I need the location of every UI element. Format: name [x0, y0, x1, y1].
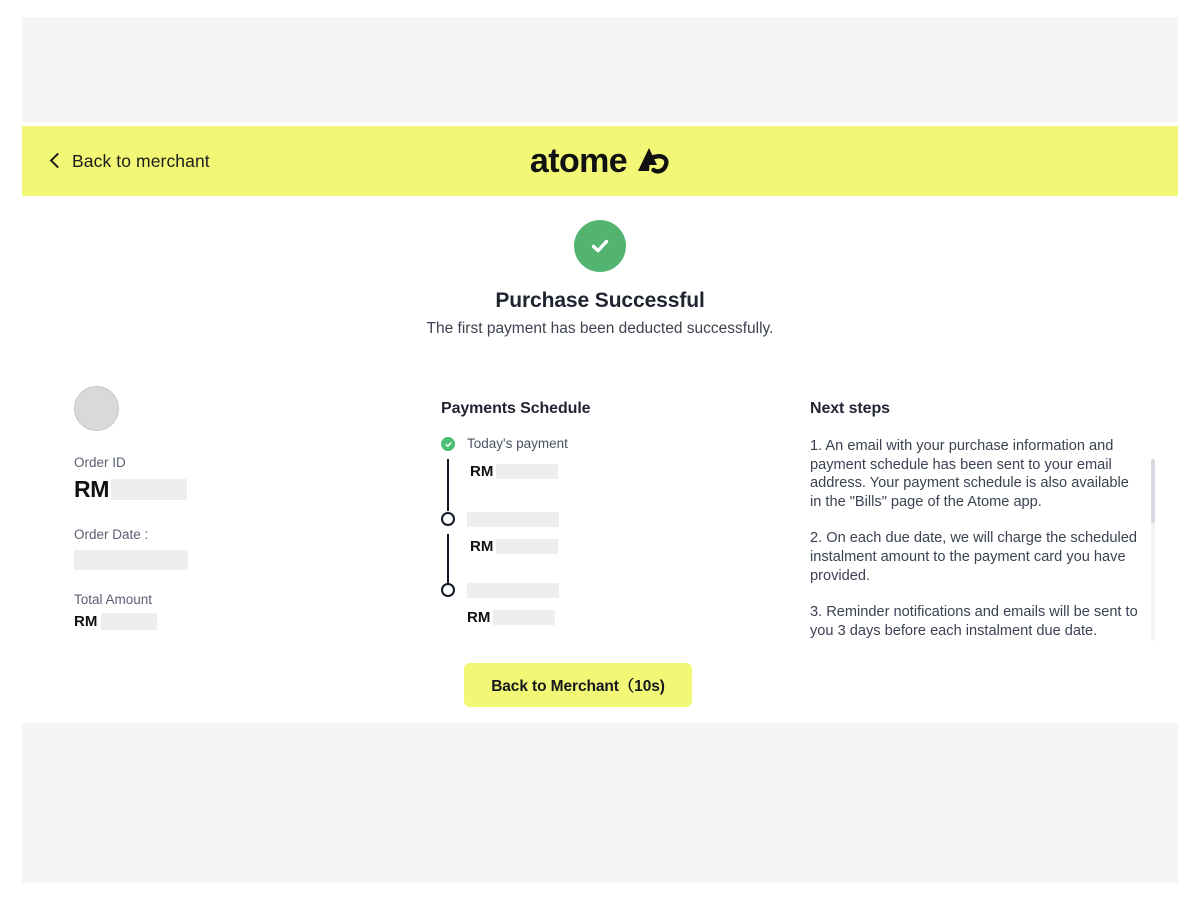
schedule-item — [441, 583, 771, 609]
order-id-currency: RM — [74, 476, 110, 502]
schedule-date-masked-value — [467, 512, 559, 527]
order-id-label: Order ID — [74, 455, 126, 470]
order-date-label: Order Date : — [74, 527, 149, 542]
next-steps-title: Next steps — [810, 400, 890, 417]
total-amount-value-row — [74, 613, 374, 630]
back-to-merchant-link[interactable] — [52, 126, 210, 196]
back-to-merchant-button[interactable]: Back to Merchant（10s) — [464, 663, 692, 707]
schedule-item — [441, 512, 771, 538]
top-spacer-band — [22, 17, 1178, 122]
vertical-scrollbar-thumb[interactable] — [1151, 459, 1155, 523]
schedule-amount-masked-value — [493, 610, 555, 625]
status-icon-wrap — [0, 220, 1200, 272]
chevron-left-icon — [50, 153, 66, 169]
schedule-item — [441, 437, 771, 463]
order-summary-column — [74, 386, 374, 630]
schedule-item-amount-row — [441, 538, 771, 583]
brand-wordmark: atome — [529, 142, 628, 180]
schedule-amount-masked-value — [496, 539, 558, 554]
timeline-connector — [447, 459, 449, 511]
next-steps-scroll-panel[interactable] — [810, 437, 1155, 641]
next-steps-paragraph: 2. On each due date, we will charge the scheduled instalment amount to the payment card you have provided. — [810, 530, 1137, 584]
back-to-merchant-label: Back to merchant — [72, 150, 210, 171]
timeline-connector — [447, 534, 449, 586]
order-date-masked-value — [74, 550, 188, 570]
schedule-amount-1 — [470, 463, 771, 480]
circle-outline-icon — [441, 583, 455, 597]
order-id-masked-value — [111, 479, 187, 500]
schedule-amount-masked-value — [496, 464, 558, 479]
page-title: Purchase Successful — [495, 289, 705, 312]
next-steps-paragraph: 1. An email with your purchase information and payment schedule has been sent to your email address. Your payment schedule is also available in the "Bills" page of the Atome app. — [810, 438, 1129, 510]
order-id-value-row — [74, 476, 374, 503]
schedule-item-amount-row — [441, 463, 771, 512]
payments-schedule-title: Payments Schedule — [441, 400, 591, 417]
schedule-item-amount-row — [441, 609, 771, 633]
next-steps-paragraph: 3. Reminder notifications and emails will be sent to you 3 days before each instalment due date. — [810, 604, 1138, 639]
payments-schedule-column — [441, 400, 771, 633]
next-steps-content — [810, 437, 1142, 640]
schedule-currency: RM — [467, 609, 491, 626]
schedule-currency: RM — [470, 538, 494, 555]
next-steps-column — [810, 400, 1155, 641]
app-header — [22, 126, 1178, 196]
check-circle-icon — [574, 220, 626, 272]
check-circle-small-icon — [441, 437, 455, 451]
schedule-amount-2 — [470, 538, 771, 555]
schedule-amount-3 — [467, 609, 771, 626]
merchant-avatar-placeholder — [74, 386, 119, 431]
bottom-spacer-band — [22, 723, 1178, 883]
schedule-item-label: Today's payment — [467, 436, 568, 451]
payments-timeline — [441, 437, 771, 633]
total-amount-currency: RM — [74, 613, 98, 630]
schedule-currency: RM — [470, 463, 494, 480]
total-amount-label: Total Amount — [74, 592, 153, 607]
schedule-date-masked-value — [467, 583, 559, 598]
atome-a-mark-icon — [636, 144, 670, 179]
total-amount-masked-value — [101, 613, 157, 630]
page-subtitle: The first payment has been deducted successfully. — [426, 320, 774, 337]
circle-outline-icon — [441, 512, 455, 526]
